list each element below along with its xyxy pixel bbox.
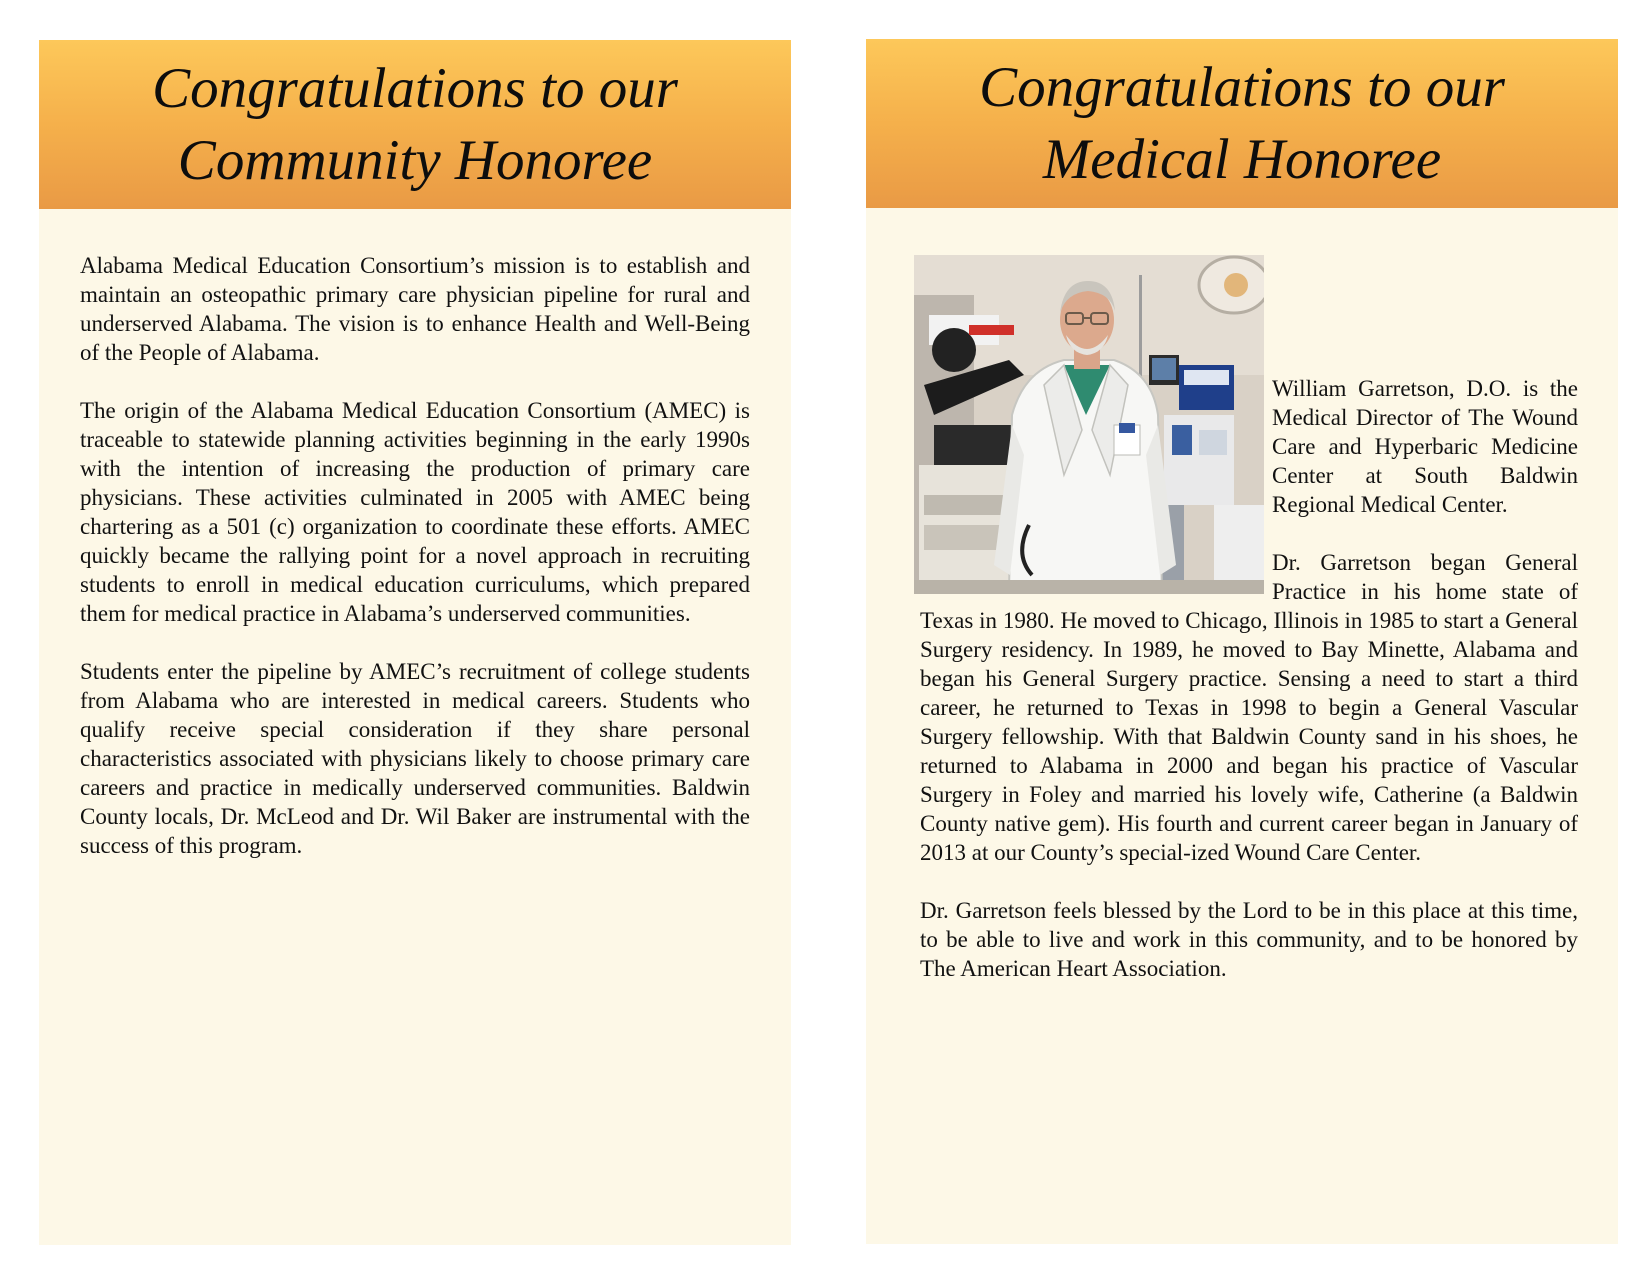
medical-paragraph: Dr. Garretson began General Practice in his home state of Texas in 1980. He moved to Chicago, Illinois in 1985 to start a General Surgery residency. In 1989, he moved to Bay Minette, Alabama and began his General Surgery practice. Sensing a need to start a third career, he returned to Texas in 1998 to begin a General Vascular Surgery fellowship. With that Baldwin County sand in his shoes, he returned to Alabama in 2000 and began his practice of Vascular Surgery in Foley and married his lovely wife, Catherine (a Baldwin County native gem). His fourth and current career began in January of 2013 at our County’s special-ized Wound Care Center. (920, 550, 1578, 865)
medical-paragraph: Dr. Garretson feels blessed by the Lord to be in this place at this time, to be able to live and work in this community, and to be honored by The American Heart Association. (920, 898, 1578, 981)
medical-honoree-panel (866, 39, 1618, 1244)
community-title-line1: Congratulations to our (152, 56, 678, 120)
medical-title-line2: Medical Honoree (1042, 127, 1442, 191)
medical-title (979, 52, 1505, 196)
community-title-line2: Community Honoree (177, 128, 653, 192)
community-paragraph: Alabama Medical Education Consortium’s mission is to establish and maintain an osteopathic primary care physician pipeline for rural and underserved Alabama. The vision is to enhance Health and Well-Being of the People of Alabama. (80, 253, 750, 365)
medical-content (920, 255, 1578, 1012)
medical-banner (866, 39, 1618, 208)
medical-paragraph: William Garretson, D.O. is the Medical Director of The Wound Care and Hyperbaric Medicine Center at South Baldwin Regional Medical Center. (1272, 376, 1578, 517)
community-content (80, 251, 750, 889)
community-paragraph: The origin of the Alabama Medical Education Consortium (AMEC) is traceable to statewide planning activities beginning in the early 1990s with the intention of increasing the production of primary care physicians. These activities culminated in 2005 with AMEC being chartering as a 501 (c) organization to coordinate these efforts. AMEC quickly became the rallying point for a novel approach in recruiting students to enroll in medical education curriculums, which prepared them for medical practice in Alabama’s underserved communities. (80, 398, 750, 626)
medical-title-line1: Congratulations to our (979, 55, 1505, 119)
community-honoree-panel (39, 40, 791, 1245)
community-banner (39, 40, 791, 209)
honoree-photo (914, 255, 1264, 594)
community-title (152, 53, 678, 197)
community-paragraph: Students enter the pipeline by AMEC’s recruitment of college students from Alabama who are interested in medical careers. Students who qualify receive special consideration if they share personal characteristics associated with physicians likely to choose primary care careers and practice in medically underserved communities. Baldwin County locals, Dr. McLeod and Dr. Wil Baker are instrumental with the success of this program. (80, 659, 750, 858)
